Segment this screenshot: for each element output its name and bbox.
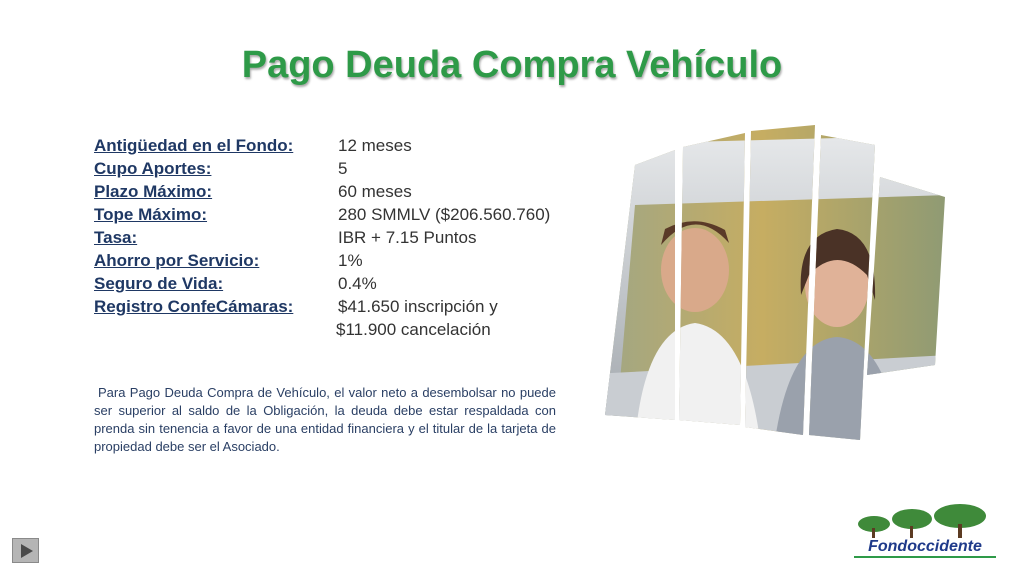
detail-label: Tope Máximo: bbox=[94, 205, 208, 224]
detail-value: 5 bbox=[338, 159, 348, 178]
detail-label: Antigüedad en el Fondo: bbox=[94, 136, 294, 155]
next-slide-button[interactable] bbox=[12, 538, 39, 563]
fondoccidente-logo-text: Fondoccidente bbox=[868, 538, 982, 555]
conditions-paragraph: Para Pago Deuda Compra de Vehículo, el valor neto a desembolsar no puede ser superior al saldo de la Obligación, la deuda debe estar respaldada con prenda sin tenencia a favor de una entidad financiera y el titular de la tarjeta de propiedad debe ser el Asociado. bbox=[94, 385, 556, 454]
couple-in-car-photo bbox=[575, 125, 950, 440]
detail-label: Tasa: bbox=[94, 228, 138, 247]
detail-row-antiguedad bbox=[94, 134, 550, 157]
detail-value: $41.650 inscripción y bbox=[338, 297, 498, 316]
detail-row-plazo bbox=[94, 180, 550, 203]
detail-row-tasa bbox=[94, 226, 550, 249]
detail-label: Cupo Aportes: bbox=[94, 159, 212, 178]
detail-value: 280 SMMLV ($206.560.760) bbox=[338, 205, 551, 224]
detail-row-registro bbox=[94, 295, 550, 318]
detail-label: Ahorro por Servicio: bbox=[94, 251, 260, 270]
detail-value: 60 meses bbox=[338, 182, 412, 201]
detail-row-ahorro bbox=[94, 249, 550, 272]
detail-label: Seguro de Vida: bbox=[94, 274, 224, 293]
detail-value: 1% bbox=[338, 251, 363, 270]
detail-value: IBR + 7.15 Puntos bbox=[338, 228, 477, 247]
detail-value: 0.4% bbox=[338, 274, 377, 293]
detail-label: Plazo Máximo: bbox=[94, 182, 213, 201]
detail-row-cupo bbox=[94, 157, 550, 180]
logo-underline bbox=[854, 556, 996, 558]
detail-value: 12 meses bbox=[338, 136, 412, 155]
details-list bbox=[94, 134, 550, 341]
detail-row-tope bbox=[94, 203, 550, 226]
page-title: Pago Deuda Compra Vehículo bbox=[241, 44, 783, 86]
play-triangle-icon bbox=[21, 544, 33, 558]
detail-value-continuation: $11.900 cancelación bbox=[336, 320, 491, 339]
detail-label: Registro ConfeCámaras: bbox=[94, 297, 294, 316]
detail-row-seguro bbox=[94, 272, 550, 295]
